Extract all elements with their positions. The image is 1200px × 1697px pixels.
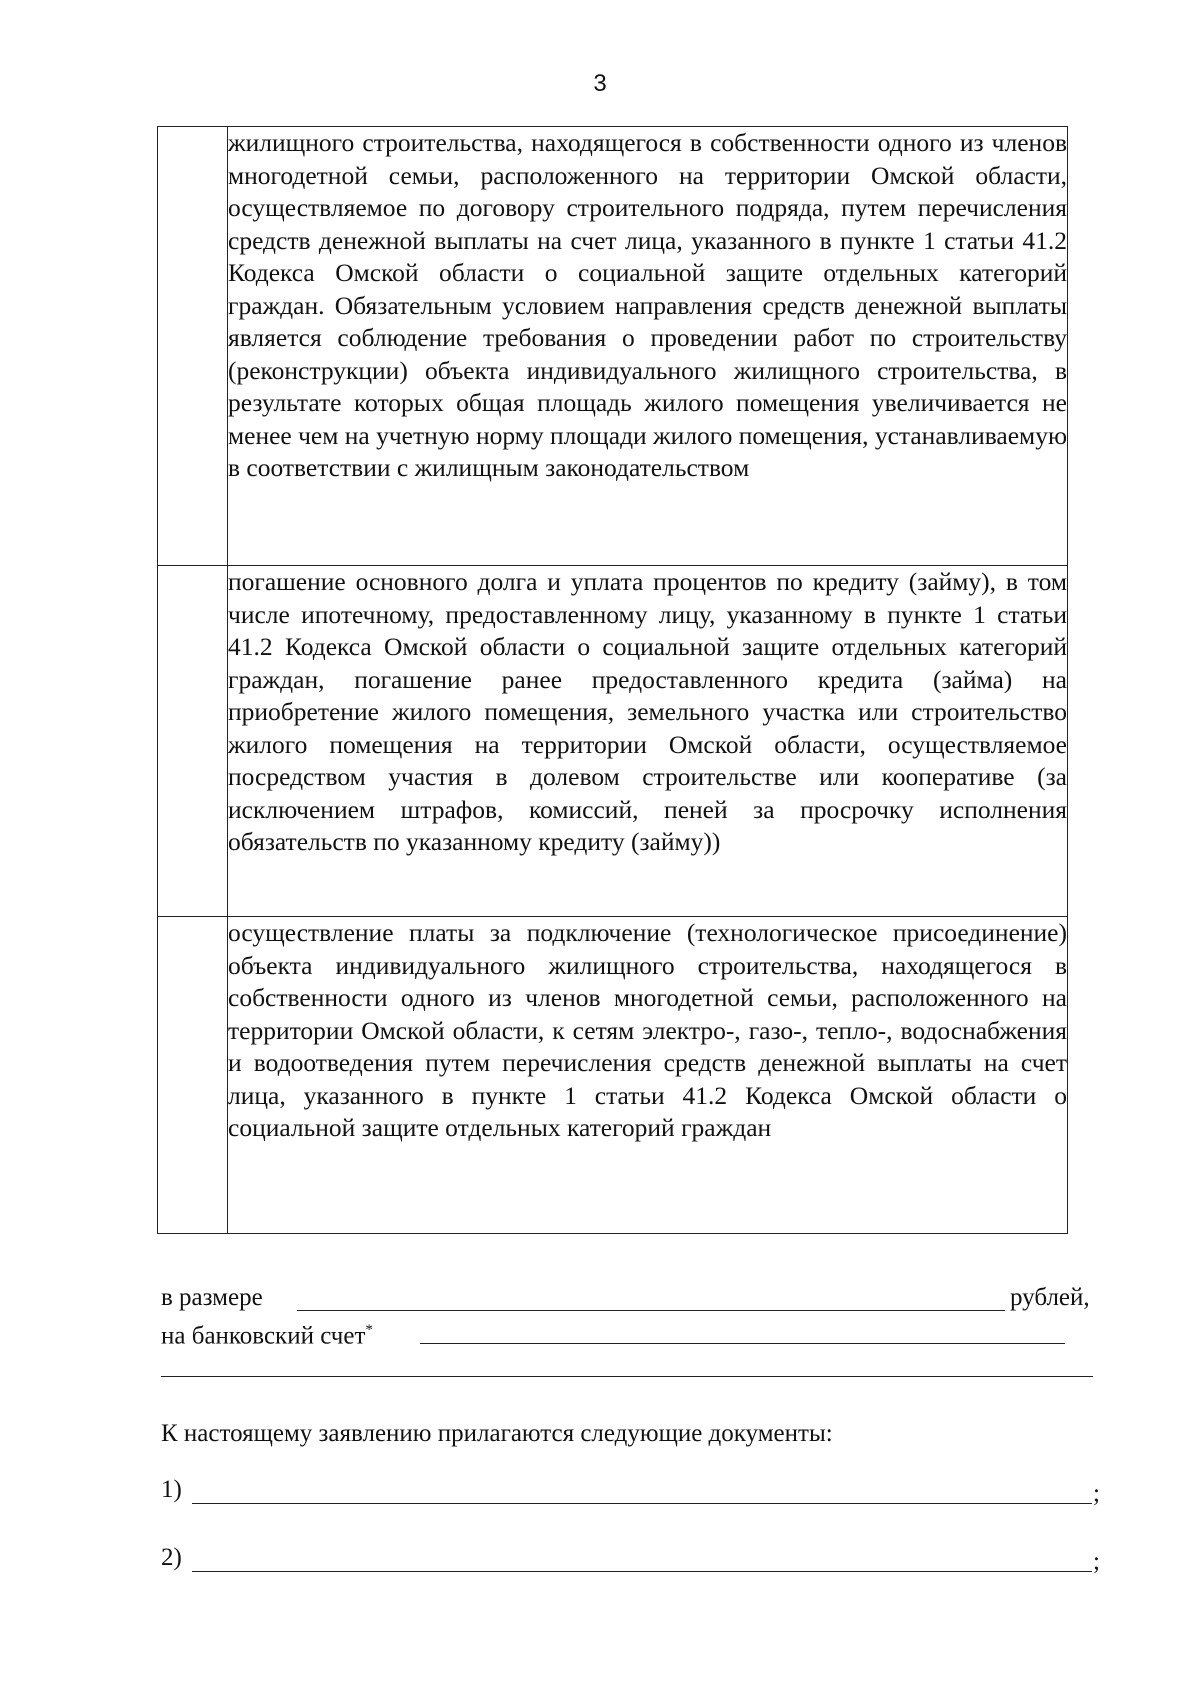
attachment-number: 2) [161,1544,182,1571]
table-row [158,917,1068,1234]
row-text-cell: осуществление платы за подключение (технологическое присоединение) объекта индивидуального жилищного строительства, находящегося в собственности одного из членов многодетной семьи, расположенного на территории Омской области, к сетям электро-, газо-, тепло-, водоснабжения и водоотведения путем перечисления средств денежной выплаты на счет лица, указанного в пункте 1 статьи 41.2 Кодекса Омской области о социальной защите отдельных категорий граждан [228,917,1068,1234]
amount-label: в размере [161,1284,263,1311]
amount-suffix: рублей, [1010,1284,1090,1311]
amount-field[interactable] [297,1310,1005,1311]
attachment-field[interactable] [192,1503,1092,1504]
row-number-cell [158,566,228,917]
account-field-continuation[interactable] [161,1376,1093,1377]
attachment-end: ; [1093,1548,1100,1575]
attachment-end: ; [1093,1480,1100,1507]
row-text-cell: жилищного строительства, находящегося в собственности одного из членов многодетной семьи, расположенного на территории Омской области, осуществляемое по договору строительного подряда, путем перечисления средств денежной выплаты на счет лица, указанного в пункте 1 статьи 41.2 Кодекса Омской области о социальной защите отдельных категорий граждан. Обязательным условием направления средств денежной выплаты является соблюдение требования о проведении работ по строительству (реконструкции) объекта индивидуального жилищного строительства, в результате которых общая площадь жилого помещения увеличивается не менее чем на учетную норму площади жилого помещения, устанавливаемую в соответствии с жилищным законодательством [228,127,1068,566]
page-number: 3 [593,70,607,97]
row-text-cell: погашение основного долга и уплата процентов по кредиту (займу), в том числе ипотечному, предоставленному лицу, указанному в пункте 1 статьи 41.2 Кодекса Омской области о социальной защите отдельных категорий граждан, погашение ранее предоставленного кредита (займа) на приобретение жилого помещения, земельного участка или строительство жилого помещения на территории Омской области, осуществляемое посредством участия в долевом строительстве или кооперативе (за исключением штрафов, комиссий, пеней за просрочку исполнения обязательств по указанному кредиту (займу)) [228,566,1068,917]
attachment-number: 1) [161,1476,182,1503]
payment-purpose-table [157,126,1068,1234]
table-row [158,127,1068,566]
attachment-field[interactable] [192,1571,1092,1572]
account-label: на банковский счет* [161,1322,373,1350]
attachments-heading: К настоящему заявлению прилагаются следующие документы: [161,1420,833,1447]
row-number-cell [158,127,228,566]
footnote-marker: * [365,1322,373,1338]
account-field[interactable] [420,1343,1065,1344]
table-row [158,566,1068,917]
row-number-cell [158,917,228,1234]
